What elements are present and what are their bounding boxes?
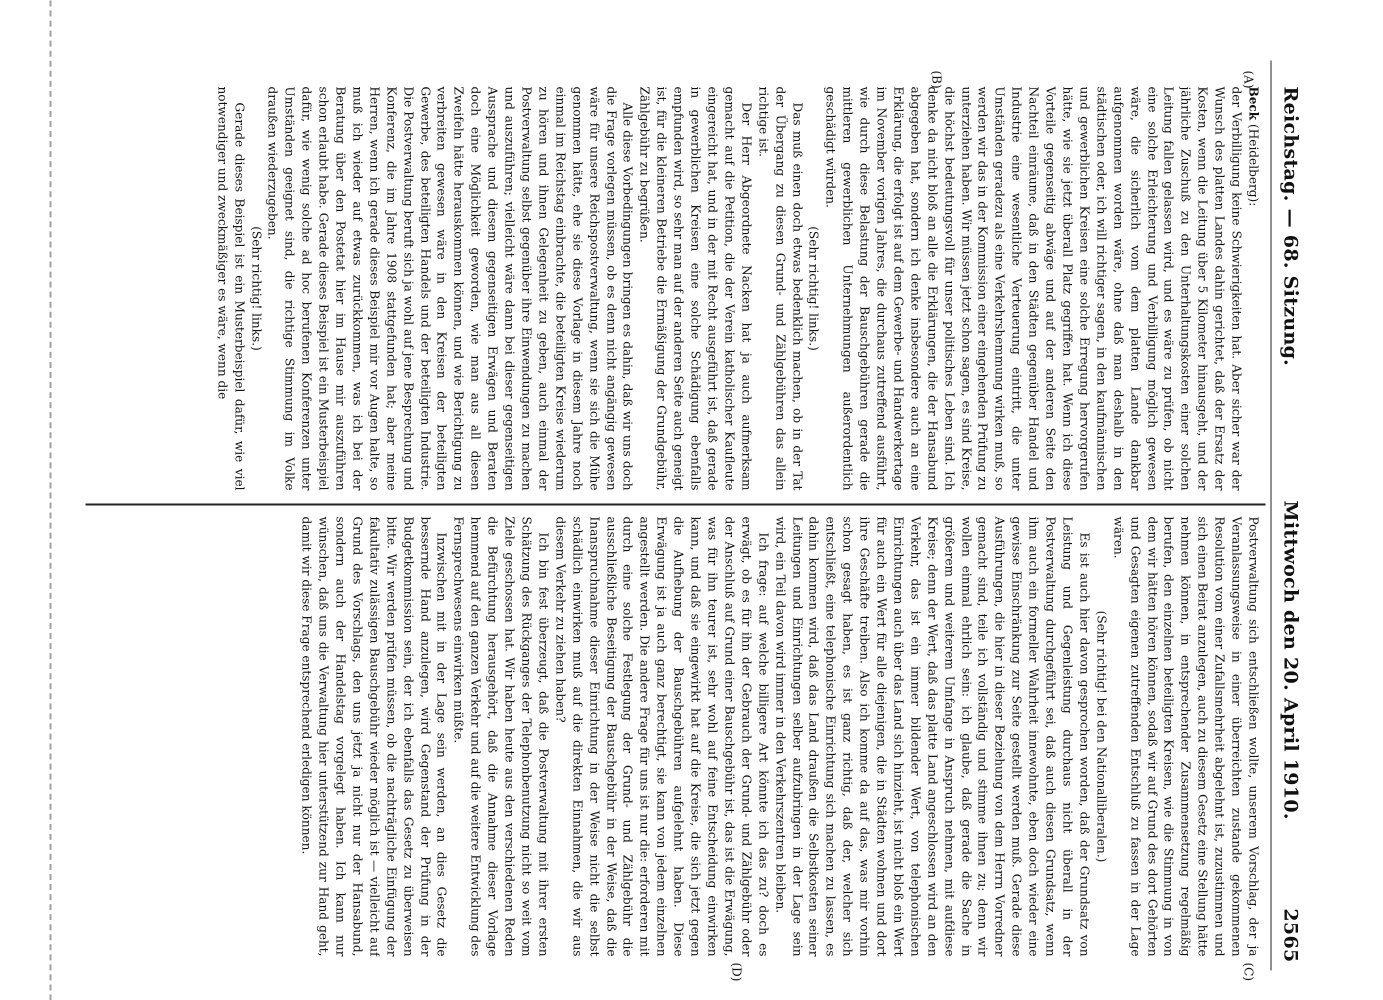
speaker-name: Beck — [1246, 86, 1260, 120]
speaker-line — [1244, 86, 1261, 490]
interjection: (Sehr richtig! bei den Nationalliberalen.) — [1093, 610, 1108, 862]
paragraph: Es ist auch hier davon gesprochen worden, daß der Grundsatz von Leistung und Gegenleistung durchaus nicht überall in der Postverwaltung durchgeführt sei, daß auch diesen Grundsatz, wenn ihm auch ein formeller Wahrheit innewohnte, eben doch wieder eine gewisse Einschränkung zur Seite gestellt werden muß. Gerade diese Ausführungen, die hier in dieser Beziehung von dem Herrn Vorredner gemacht sind, teile ich vollständig und stimme ihnen zu; denn wir wollen einmal ehrlich sein: ich glaube, daß gerade die Sache in größerem und weiterem Umfange in Anspruch nehmen, mit aufdiese Kreise; denn der Wert, daß das platte Land angeschlossen wird an den Verkehr, das ist ein immer bildender Wert, von telephonischen Einrichtungen auch über das Land sich hinzieht, ist nicht bloß ein Wert für auch ein Wert für alle diejenigen, die in Städten wohnen und dort ihre Geschäfte treiben. Also ich komme da auf das, was mir vorhin schon gesagt haben, es ist ganz richtig, daß der, welcher sich entschließt, eine telephonische Einrichtung sich machen zu lassen, es dahin kommen wird, daß das Land draußen die Selbstkosten seiner Leitungen und Einrichtungen selber aufzubringen in der Lage sein wird, ein Teil davon wird immer in den Verkehrszentren bleiben. — [772, 516, 1091, 956]
margin-mark-a: (A) — [1241, 70, 1255, 89]
paragraph: Postverwaltung sich entschließen wollte, unserem Vorschlag, der ja Veranlassungsweise in einer überreichten zustande gekommenen Resolution vom einer Zufallsmehrheit abgelehnt ist, zuzustimmen und sich einen Beirat anzulegen, auch zu diesem Gesetz eine Stellung hätte nehmen können, in entsprechender Zusammensetzung regelmäßig berufen, den einzelnen beteiligten Kreisen, wie die Stimmung in von dem wir hätten hören können, sodaß wir auf Grund des dort Gehörten und Gesagten eigenen zutreffenden Entschluß zu fassen in der Lage wären. — [1110, 516, 1260, 956]
margin-mark-c: (C) — [1241, 962, 1255, 981]
scan-edge — [49, 0, 51, 1000]
page-number: 2565 — [1279, 907, 1301, 962]
column-divider — [85, 503, 1265, 505]
interjection: (Sehr richtig! links.) — [806, 225, 821, 351]
paragraph: der Verbilligung keine Schwierigkeiten hat. Aber sicher war der Wunsch des platten Landes dahin gerichtet, daß der Ersatz der Kosten, wenn die Leitung über 5 Kilometer hinausgeht, und der jährliche Zuschuß zu den Unterhaltungskosten einer solchen Leitung fallen gelassen wird, und es wäre zu prüfen, ob nicht eine solche Erleichterung und Verbilligung möglich gewesen wäre, die sicherlich vom dem platten Lande dankbar aufgenommen worden wäre, ohne daß man deshalb in den städtischen oder, ich will richtiger sagen, in den kaufmännischen und gewerblichen Kreisen eine solche Erregung hervorgerufen hätte, wie sie jetzt überall Platz gegriffen hat. Wenn ich diese Vorteile gegenseitig abwäge und auf der anderen Seite den Nachteil einräume, daß in den Städten gegenüber Handel und Industrie eine wesentliche Verteuerung eintritt, die unter Umständen geradezu als eine Verkehrshemmung wirken muß, so werden wir das in der Kommission einer eingehenden Prüfung zu unterziehen haben. Wir müssen jetzt schon sagen, es sind Kreise, die höchst bedeutungsvoll für unser politisches Leben sind. Ich denke da nicht bloß an alle die Erklärungen, die der Hansabund abgegeben hat, sondern ich denke insbesondere auch an eine Erklärung, die erfolgt ist auf dem Gewerbe- und Handwerkertage im November vorigen Jahres, die durchaus zutreffend ausführt, wie durch diese Belastung der Bauschgebühren gerade die mittleren gewerblichen Unternehmungen außerordentlich geschädigt würden. — [823, 86, 1244, 490]
paragraph: Alle diese Vorbedingungen bringen es dahin, daß wir uns doch die Frage vorlegen müssen, ob es denn nicht angängig gewesen wäre für unsere Reichspostverwaltung, wenn sie sich die Mühe genommen hätte, ehe sie diese Vorlage in diesem Jahre noch einmal im Reichstag einbrachte, die beteiligten Kreise wiederum zu hören und ihnen Gelegenheit zu geben, auch einmal der Postverwaltung selbst gegenüber ihre Einwendungen zu machen und auszuführen; vielleicht wäre dann bei dieser gegenseitigen Aussprache und diesem gegenseitigen Erwägen und Beraten doch eine Möglichkeit geworden, wie man aus all diesen Zweifeln hätte herauskommen können, und wie Berichtigung zu verbreiten gewesen wäre in den Kreisen der beteiligten Gewerbe, des beteiligten Handels und der beteiligten Industrie. Die Postverwaltung beruft sich ja wohl auf jene Besprechung und Konferenz, die im Jahre 1908 stattgefunden hat; aber meine Herren, wenn ich gerade dieses Beispiel mir vor Augen halte, so muß ich wieder auf etwas zurückkommen, was ich bei der Beratung über den Postetat hier im Hause mir auszuführen schon erlaubt habe. Gerade dieses Beispiel ist ein Musterbeispiel dafür, wie wenig solche ad hoc berufenen Konferenzen unter Umständen geeignet sind, die richtige Stimmung im Volke draußen wiederzugeben. — [265, 86, 635, 490]
left-column — [91, 86, 1261, 490]
header-left: Reichstag. — 68. Sitzung. — [1279, 86, 1301, 366]
right-column — [91, 516, 1261, 956]
paragraph: Gerade dieses Beispiel ist ein Musterbeispiel dafür, wie viel notwendiger und zweckmäßiger es wäre, wenn die — [214, 86, 246, 490]
paragraph: Das muß einen doch etwas bedenklich machen, ob in der Tat der Übergang zu diesen Grund- und Zählgebühren das allein richtige ist. — [755, 86, 804, 490]
interjection: (Sehr richtig! links.) — [248, 225, 263, 351]
header-rule — [1270, 60, 1271, 970]
paragraph: Ich frage: auf welche billigere Art könnte ich das zu? doch es erwägt, ob es für ihn der Gebrauch der Grund- und Zählgebühr oder der Anschluß auf Grund einer Bauschgebühr ist, das ist die Erwägung, was für ihn teurer ist, sehr wohl auf feine Entscheidung einwirken kann, und daß sie eingewirkt hat auf die Kreise, die sich jetzt gegen die Aufhebung der Bauschgebühren aufgelehnt haben. Diese Erwägung ist ja auch ganz berechtigt, sie kann von jedem einzelnen angestellt werden. Die andere Frage für uns ist nur die: erforderen mit durch eine solche Festlegung der Grund- und Zählgebühr die ausschließliche Beseitigung der Bauschgebühr in der Weise, daß die Inanspruchnahme dieser Einrichtung in der Weise nicht die selbst schädlich einwirken muß auf die direkten Einnahmen, die wir aus diesem Verkehr zu ziehen haben? — [552, 516, 770, 956]
header-right: Mittwoch den 20. April 1910. — [1279, 500, 1301, 820]
paragraph: Ich bin fest überzeugt, daß die Postverwaltung mit ihrer ersten Schätzung des Rückganges der Telephonbenutzung nicht so weit vom Ziele geschossen hat. Wir haben heute aus den verschiedenen Reden die Befürchtung herausgehört, daß die Annahme dieser Vorlage hemmend auf den ganzen Verkehr und auf die weitere Entwicklung des Fernsprechwesens einwirken müßte. — [451, 516, 550, 956]
margin-mark-d: (D) — [729, 962, 743, 981]
paragraph: Der Herr Abgeordnete Nacken hat ja auch aufmerksam gemacht auf die Petition, die der Verein katholischer Kaufleute eingereicht hat, und in der mit Recht ausgeführt ist, daß gerade in gewerblichen Kreisen eine solche Schädigung ebenfalls empfunden wird, so sehr man auf der anderen Seite auch geneigt ist, für die kleineren Betriebe die Ermäßigung der Grundgebühr, Zählgebühr zu begrüßen. — [637, 86, 753, 490]
paragraph: Inzwischen mit in der Lage sein werden, an dies Gesetz die bessernde Hand anzulegen, wird Gegenstand der Prüfung in der Budgetkommission sein, der ich ebenfalls das Gesetz zu überweisen bitte. Wir werden prüfen müssen, ob die nachträgliche Einfügung der fakultativ zulässigen Bauschgebühr wieder möglich ist — vielleicht auf Grund des Vorschlags, den uns jetzt ja nicht nur der Hansabund, sondern auch der Handelstag vorgelegt haben. Ich kann nur wünschen, daß uns die Verwaltung hier unterstützend zur Hand geht, damit wir diese Frage entsprechend erledigen können. — [299, 516, 449, 956]
margin-mark-b: (B) — [929, 70, 943, 89]
speaker-note: (Heidelberg): — [1246, 119, 1260, 206]
